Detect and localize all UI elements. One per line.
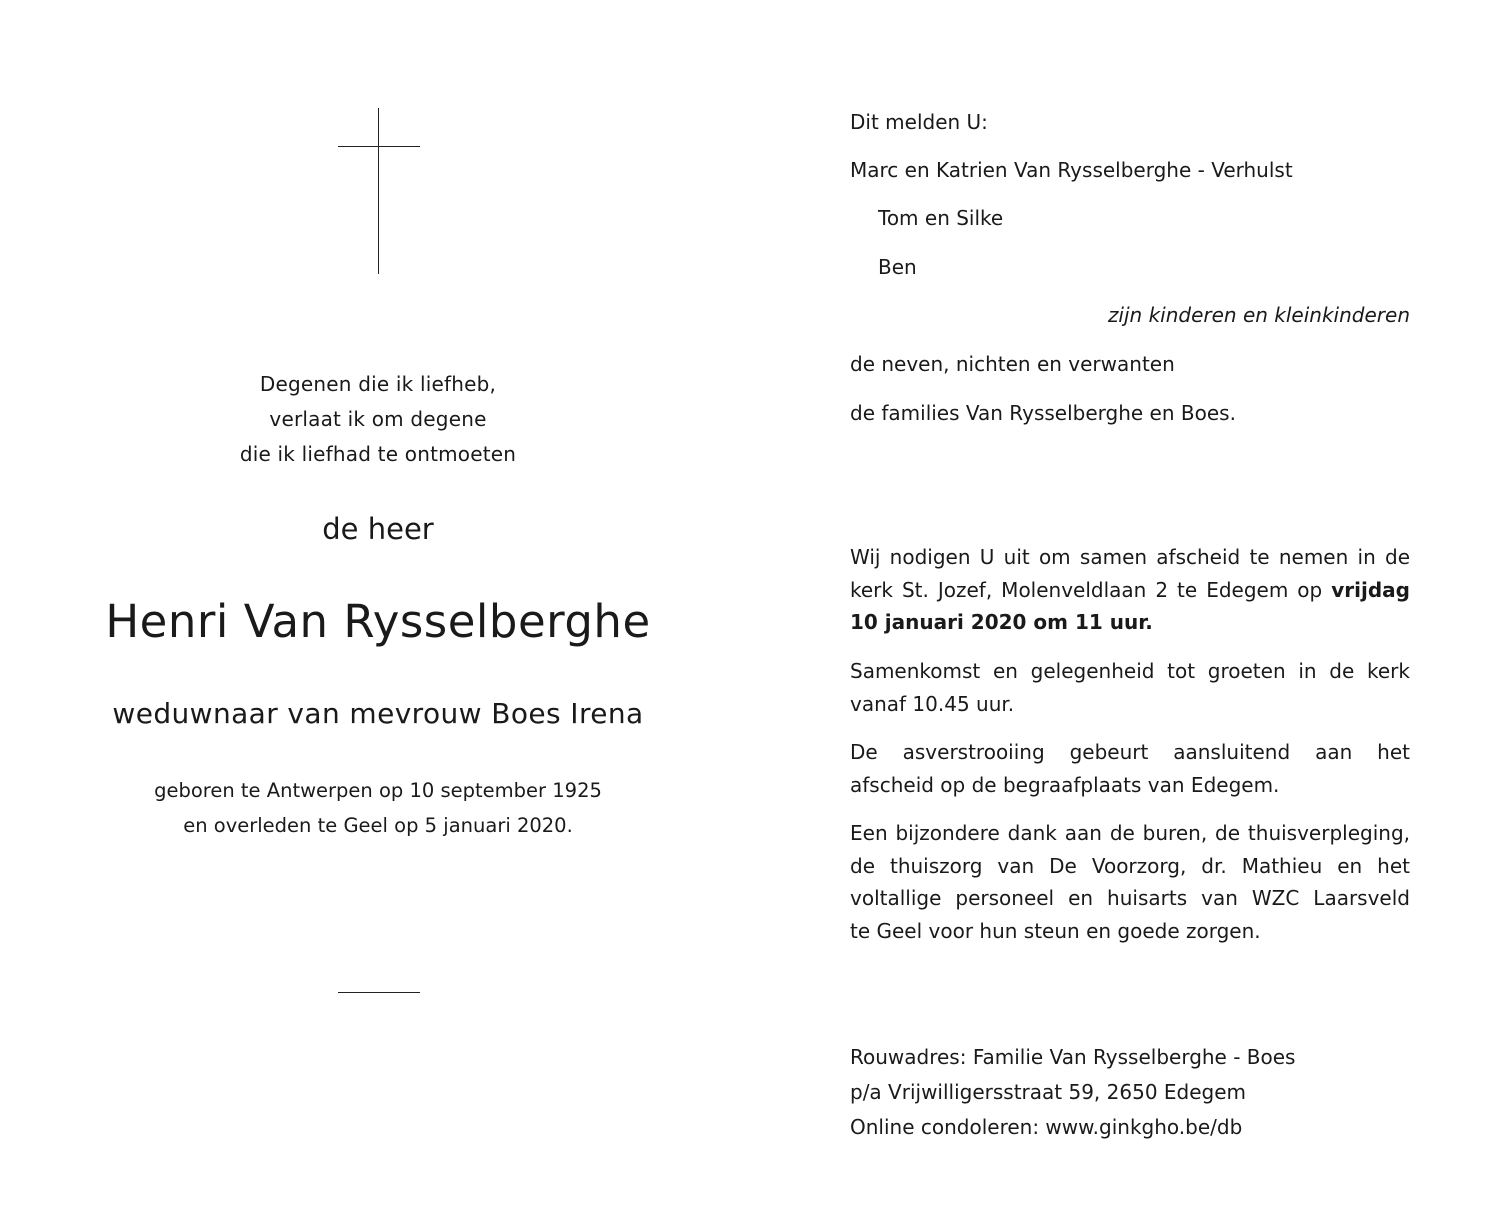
thanks-line: Een bijzondere dank aan de buren, de thuisverpleging, bbox=[850, 821, 1410, 845]
families-line: de families Van Rysselberghe en Boes. bbox=[850, 401, 1236, 425]
thanks-line: voltallige personeel en huisarts van WZC Laarsveld bbox=[850, 886, 1410, 910]
deceased-name: Henri Van Rysselberghe bbox=[105, 595, 651, 648]
gathering-paragraph bbox=[850, 655, 1410, 720]
thanks-line: de thuiszorg van De Voorzorg, dr. Mathieu en het bbox=[850, 853, 1410, 878]
divider-line bbox=[338, 992, 420, 993]
poem-line: Degenen die ik liefheb, bbox=[259, 372, 497, 396]
cross-vertical-bar bbox=[378, 108, 379, 274]
relatives-line: de neven, nichten en verwanten bbox=[850, 352, 1175, 376]
birth-line: geboren te Antwerpen op 10 september 1925 bbox=[154, 779, 602, 802]
scattering-line: De asverstrooiing gebeurt aansluitend aan het bbox=[850, 740, 1410, 764]
scattering-paragraph bbox=[850, 736, 1410, 801]
thanks-paragraph bbox=[850, 817, 1410, 947]
death-line: en overleden te Geel op 5 januari 2020. bbox=[183, 814, 573, 837]
gathering-line: vanaf 10.45 uur. bbox=[850, 691, 1015, 716]
grandchild-line: Tom en Silke bbox=[878, 206, 1004, 230]
widow-line: weduwnaar van mevrouw Boes Irena bbox=[112, 697, 644, 730]
cross-icon bbox=[338, 108, 420, 274]
address-line: p/a Vrijwilligersstraat 59, 2650 Edegem bbox=[850, 1080, 1247, 1104]
poem-line: verlaat ik om degene bbox=[269, 407, 487, 431]
mourning-address bbox=[850, 1040, 1295, 1145]
cross-horizontal-bar bbox=[338, 146, 420, 147]
address-line: Rouwadres: Familie Van Rysselberghe - Boes bbox=[850, 1045, 1296, 1069]
invitation-line: Wij nodigen U uit om samen afscheid te nemen in de bbox=[850, 545, 1410, 569]
birth-death-dates bbox=[0, 773, 756, 843]
invitation-paragraph bbox=[850, 541, 1410, 639]
invitation-datetime: 10 januari 2020 om 11 uur. bbox=[850, 610, 1153, 634]
salutation: de heer bbox=[322, 512, 434, 546]
relation-label: zijn kinderen en kleinkinderen bbox=[1107, 303, 1410, 327]
grandchild-line: Ben bbox=[878, 255, 917, 279]
invitation-day: vrijdag bbox=[1331, 577, 1410, 602]
invitation-text: kerk St. Jozef, Molenveldlaan 2 te Edegem op bbox=[850, 577, 1323, 602]
gathering-line: Samenkomst en gelegenheid tot groeten in de kerk bbox=[850, 659, 1410, 683]
condolence-link[interactable]: Online condoleren: www.ginkgho.be/db bbox=[850, 1115, 1243, 1139]
announce-intro: Dit melden U: bbox=[850, 110, 988, 134]
right-panel bbox=[850, 0, 1410, 1214]
poem bbox=[0, 367, 756, 472]
thanks-line: te Geel voor hun steun en goede zorgen. bbox=[850, 918, 1261, 943]
poem-line: die ik liefhad te ontmoeten bbox=[239, 442, 517, 466]
invitation-line bbox=[850, 606, 1410, 639]
family-main: Marc en Katrien Van Rysselberghe - Verhulst bbox=[850, 158, 1293, 182]
invitation-line bbox=[850, 574, 1410, 607]
scattering-line: afscheid op de begraafplaats van Edegem. bbox=[850, 772, 1280, 797]
